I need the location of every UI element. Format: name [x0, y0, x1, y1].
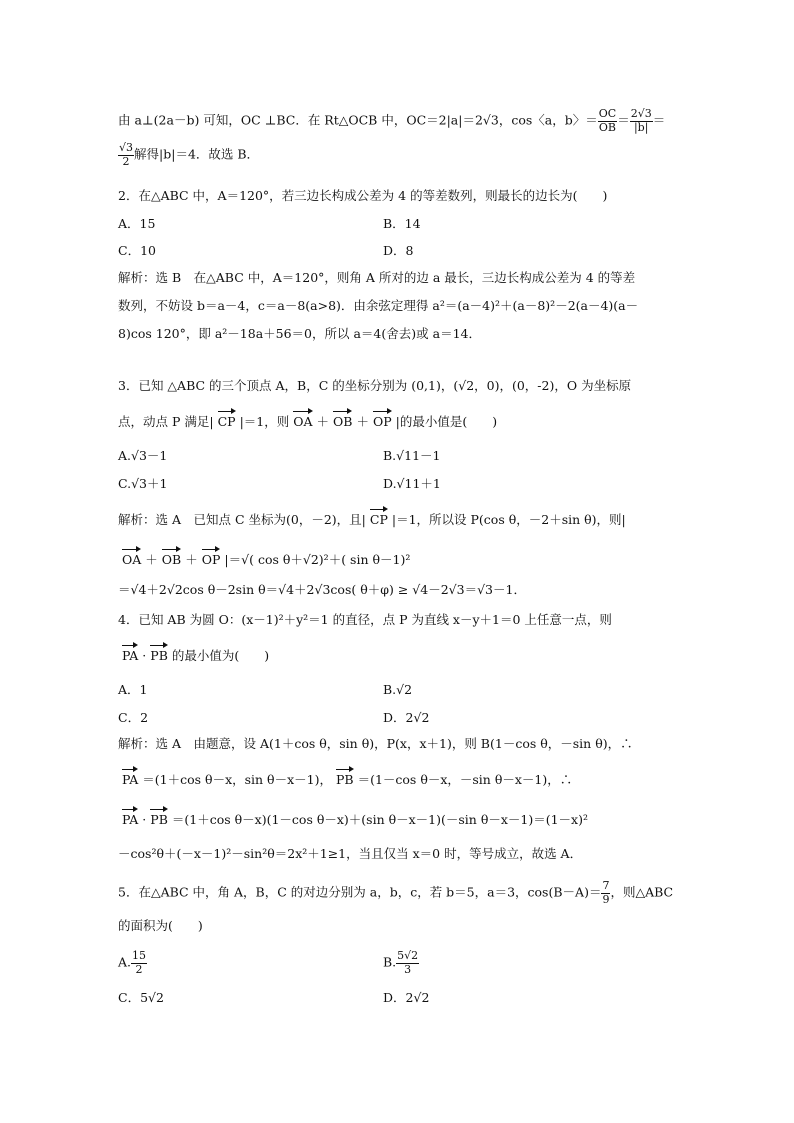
- q4-solution-2: [118, 768, 572, 787]
- text: ＋: [316, 414, 330, 429]
- text: ·: [142, 812, 147, 827]
- q4-option-b: B.√2: [383, 682, 413, 697]
- q2-option-d: D．8: [383, 243, 414, 258]
- q2-option-c: C．10: [118, 243, 156, 258]
- q4-solution-4: －cos²θ＋(－x－1)²－sin²θ＝2x²＋1≥1，当且仅当 x＝0 时，等号成立，故选 A．: [118, 846, 583, 861]
- q3-option-a: A.√3－1: [118, 448, 168, 463]
- text: B.: [383, 954, 397, 970]
- denominator: 3: [404, 962, 412, 976]
- vector-oa: OA: [122, 548, 141, 567]
- denominator: 2: [135, 962, 143, 976]
- q5-option-a: [118, 950, 147, 976]
- q3-option-d: D.√11＋1: [383, 476, 441, 491]
- q3-solution-2: [118, 548, 410, 567]
- vector-pb: PB: [150, 644, 168, 663]
- numerator: OC: [598, 107, 617, 120]
- q4-solution-3: [118, 808, 588, 827]
- text: ＝(1－cos θ－x，－sin θ－x－1)，∴: [357, 772, 573, 787]
- q2-solution-1: 解析：选 B 在△ABC 中，A＝120°，则角 A 所对的边 a 最长，三边长构成公差为 4 的等差: [118, 270, 636, 285]
- vector-op: OP: [373, 410, 392, 429]
- denominator: |b|: [633, 120, 649, 134]
- numerator: 2√3: [630, 107, 652, 120]
- question-5-line-1: [118, 880, 673, 906]
- denominator: 2: [122, 154, 130, 168]
- denominator: 9: [602, 892, 610, 906]
- text: ＝(1＋cos θ－x)(1－cos θ－x)＋(sin θ－x－1)(－sin θ－x－1)＝(1－x)²: [171, 812, 588, 827]
- q3-option-b: B.√11－1: [383, 448, 441, 463]
- text: |的最小值是( ): [395, 414, 498, 429]
- vector-pb: PB: [150, 808, 168, 827]
- q4-option-a: A．1: [118, 682, 148, 697]
- vector-ob: OB: [162, 548, 181, 567]
- text: 解析：选 A 已知点 C 坐标为(0，－2)，且|: [118, 512, 366, 527]
- q5-option-d: D．2√2: [383, 990, 430, 1005]
- numerator: √3: [119, 141, 134, 154]
- question-2: 2．在△ABC 中，A＝120°，若三边长构成公差为 4 的等差数列，则最长的边长为( ): [118, 188, 608, 203]
- q2-solution-2: 数列，不妨设 b＝a－4，c＝a－8(a>8)．由余弦定理得 a²＝(a－4)²＋(a－8)²－2(a－4)(a－: [118, 298, 639, 313]
- q5-option-c: C．5√2: [118, 990, 164, 1005]
- vector-cp: CP: [370, 508, 388, 527]
- text: 由 a⊥(2a－b) 可知，OC ⊥BC．在 Rt△OCB 中，OC＝2|a|＝2√3，cos〈a，b〉＝: [118, 112, 598, 128]
- text: ＝: [617, 112, 630, 128]
- q3-solution-1: [118, 508, 626, 527]
- text: 点，动点 P 满足|: [118, 414, 214, 429]
- text: ，则△ABC: [610, 884, 674, 900]
- vector-pa: PA: [122, 644, 138, 663]
- q4-option-c: C．2: [118, 710, 149, 725]
- solution-line-2: [118, 142, 259, 168]
- numerator: 5√2: [397, 949, 419, 962]
- text: |＝1，所以设 P(cos θ，－2＋sin θ)，则|: [391, 512, 626, 527]
- fraction-oc-ob: [598, 108, 617, 134]
- fraction-2root3-b: [630, 108, 653, 134]
- text: ＝(1＋cos θ－x，sin θ－x－1)，: [142, 772, 332, 787]
- vector-ob: OB: [333, 410, 352, 429]
- text: ＋: [356, 414, 369, 429]
- vector-pa: PA: [122, 768, 138, 787]
- q4-option-d: D．2√2: [383, 710, 430, 725]
- fraction-root3-2: [118, 142, 134, 168]
- question-3-line-2: [118, 410, 497, 429]
- text: |＝√( cos θ＋√2)²＋( sin θ－1)²: [224, 552, 411, 567]
- text: ＋: [185, 552, 198, 567]
- text: 5．在△ABC 中，角 A，B，C 的对边分别为 a，b，c，若 b＝5，a＝3，cos(B－A)＝: [118, 884, 602, 900]
- q3-option-c: C.√3＋1: [118, 476, 168, 491]
- denominator: OB: [598, 120, 617, 134]
- question-5-line-2: 的面积为( ): [118, 918, 203, 933]
- fraction-15-2: [131, 950, 147, 976]
- solution-line-1: [118, 108, 665, 134]
- text: ·: [142, 648, 147, 663]
- question-4-line-1: 4．已知 AB 为圆 O：(x－1)²＋y²＝1 的直径，点 P 为直线 x－y＋1＝0 上任意一点，则: [118, 612, 612, 627]
- q2-solution-3: 8)cos 120°，即 a²－18a＋56＝0，所以 a＝4(舍去)或 a＝14．: [118, 326, 481, 341]
- numerator: 15: [132, 949, 147, 962]
- numerator: 7: [602, 879, 610, 892]
- q2-option-a: A．15: [118, 216, 156, 231]
- fraction-5root2-3: [396, 950, 419, 976]
- vector-oa: OA: [293, 410, 312, 429]
- q3-solution-3: ＝√4＋2√2cos θ－2sin θ＝√4＋2√3cos( θ＋φ) ≥ √4－2√3＝√3－1．: [118, 582, 526, 597]
- vector-cp: CP: [218, 410, 236, 429]
- question-3-line-1: 3．已知 △ABC 的三个顶点 A，B，C 的坐标分别为 (0,1)，(√2，0)，(0，-2)，O 为坐标原: [118, 378, 632, 393]
- question-4-line-2: [118, 644, 269, 663]
- q4-solution-1: 解析：选 A 由题意，设 A(1＋cos θ，sin θ)，P(x，x＋1)，则 B(1－cos θ，－sin θ)，∴: [118, 736, 633, 751]
- vector-pb: PB: [336, 768, 354, 787]
- vector-op: OP: [202, 548, 221, 567]
- text: ＋: [145, 552, 158, 567]
- text: 的最小值为( ): [171, 648, 270, 663]
- q5-option-b: [383, 950, 419, 976]
- text: ＝: [652, 112, 666, 128]
- text: 解得|b|＝4．故选 B．: [134, 146, 260, 162]
- vector-pa: PA: [122, 808, 138, 827]
- q2-option-b: B．14: [383, 216, 421, 231]
- text: |＝1，则: [239, 414, 290, 429]
- text: A.: [118, 954, 132, 970]
